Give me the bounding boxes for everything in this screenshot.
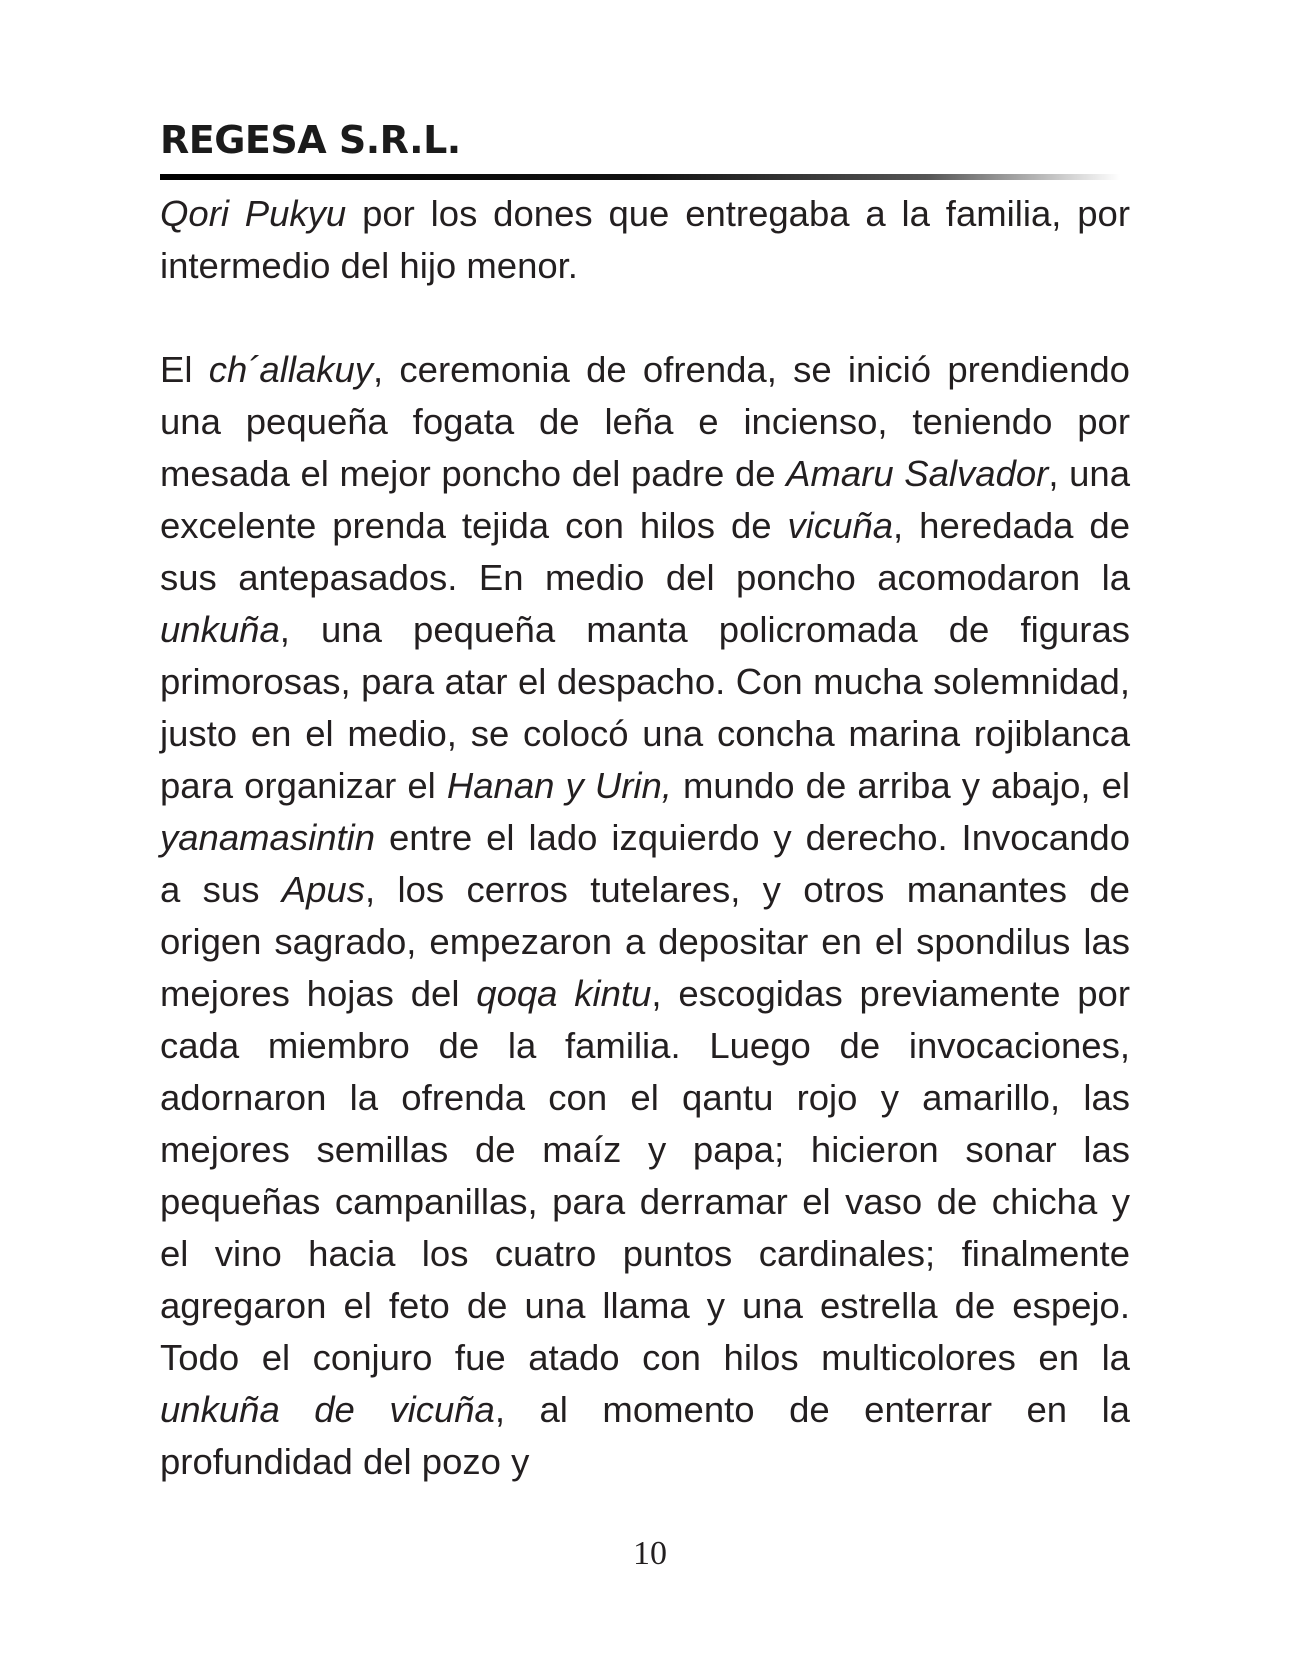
text-segment: qoqa kintu xyxy=(476,973,652,1014)
paragraph xyxy=(160,188,1130,292)
text-segment: mundo de arriba y abajo, el xyxy=(671,765,1130,806)
body-text xyxy=(160,188,1130,1488)
text-segment: , ceremonia de ofrenda, se inició prendiendo una pequeña fogata de leña e incienso, teniendo por mesada el mejor poncho del padre de xyxy=(160,349,1130,494)
text-segment: entre el lado izquierdo y derecho. Invocando a sus xyxy=(160,817,1130,910)
paragraph xyxy=(160,344,1130,1488)
text-segment: , escogidas previamente por cada miembro de la familia. Luego de invocaciones, adornaron la ofrenda con el qantu rojo y amarillo, las mejores semillas de maíz y papa; hicieron sonar las pequeñas campanillas, para derramar el vaso de chicha y el vino hacia los cuatro puntos cardinales; finalmente agregaron el feto de una llama y una estrella de espejo. Todo el conjuro fue atado con hilos multicolores en la xyxy=(160,973,1130,1378)
text-segment: El xyxy=(160,349,209,390)
text-segment: , al momento de enterrar en la profundidad del pozo y xyxy=(160,1389,1130,1482)
text-segment: unkuña de vicuña xyxy=(160,1389,495,1430)
text-segment: vicuña xyxy=(787,505,894,546)
text-segment: Apus xyxy=(281,869,365,910)
text-segment: Qori Pukyu xyxy=(160,193,347,234)
text-segment: unkuña xyxy=(160,609,280,650)
page-number: 10 xyxy=(633,1535,667,1572)
text-segment: por los dones que entregaba a la familia, por intermedio del hijo menor. xyxy=(160,193,1131,286)
text-segment: , una pequeña manta policromada de figuras primorosas, para atar el despacho. Con mucha solemnidad, justo en el medio, se colocó una concha marina rojiblanca para organizar el xyxy=(160,609,1130,806)
text-segment: , una excelente prenda tejida con hilos de xyxy=(160,453,1130,546)
text-segment: Hanan y Urin, xyxy=(446,765,672,806)
text-segment: , los cerros tutelares, y otros manantes de origen sagrado, empezaron a depositar en el spondilus las mejores hojas del xyxy=(160,869,1130,1014)
page-header xyxy=(160,112,1120,168)
text-segment: ch´allakuy xyxy=(208,349,374,390)
text-segment: Amaru Salvador xyxy=(786,453,1049,494)
header-title: REGESA S.R.L. xyxy=(160,118,461,162)
text-segment: yanamasintin xyxy=(160,817,376,858)
header-divider xyxy=(160,174,1120,180)
text-segment: , heredada de sus antepasados. En medio del poncho acomodaron la xyxy=(160,505,1130,598)
